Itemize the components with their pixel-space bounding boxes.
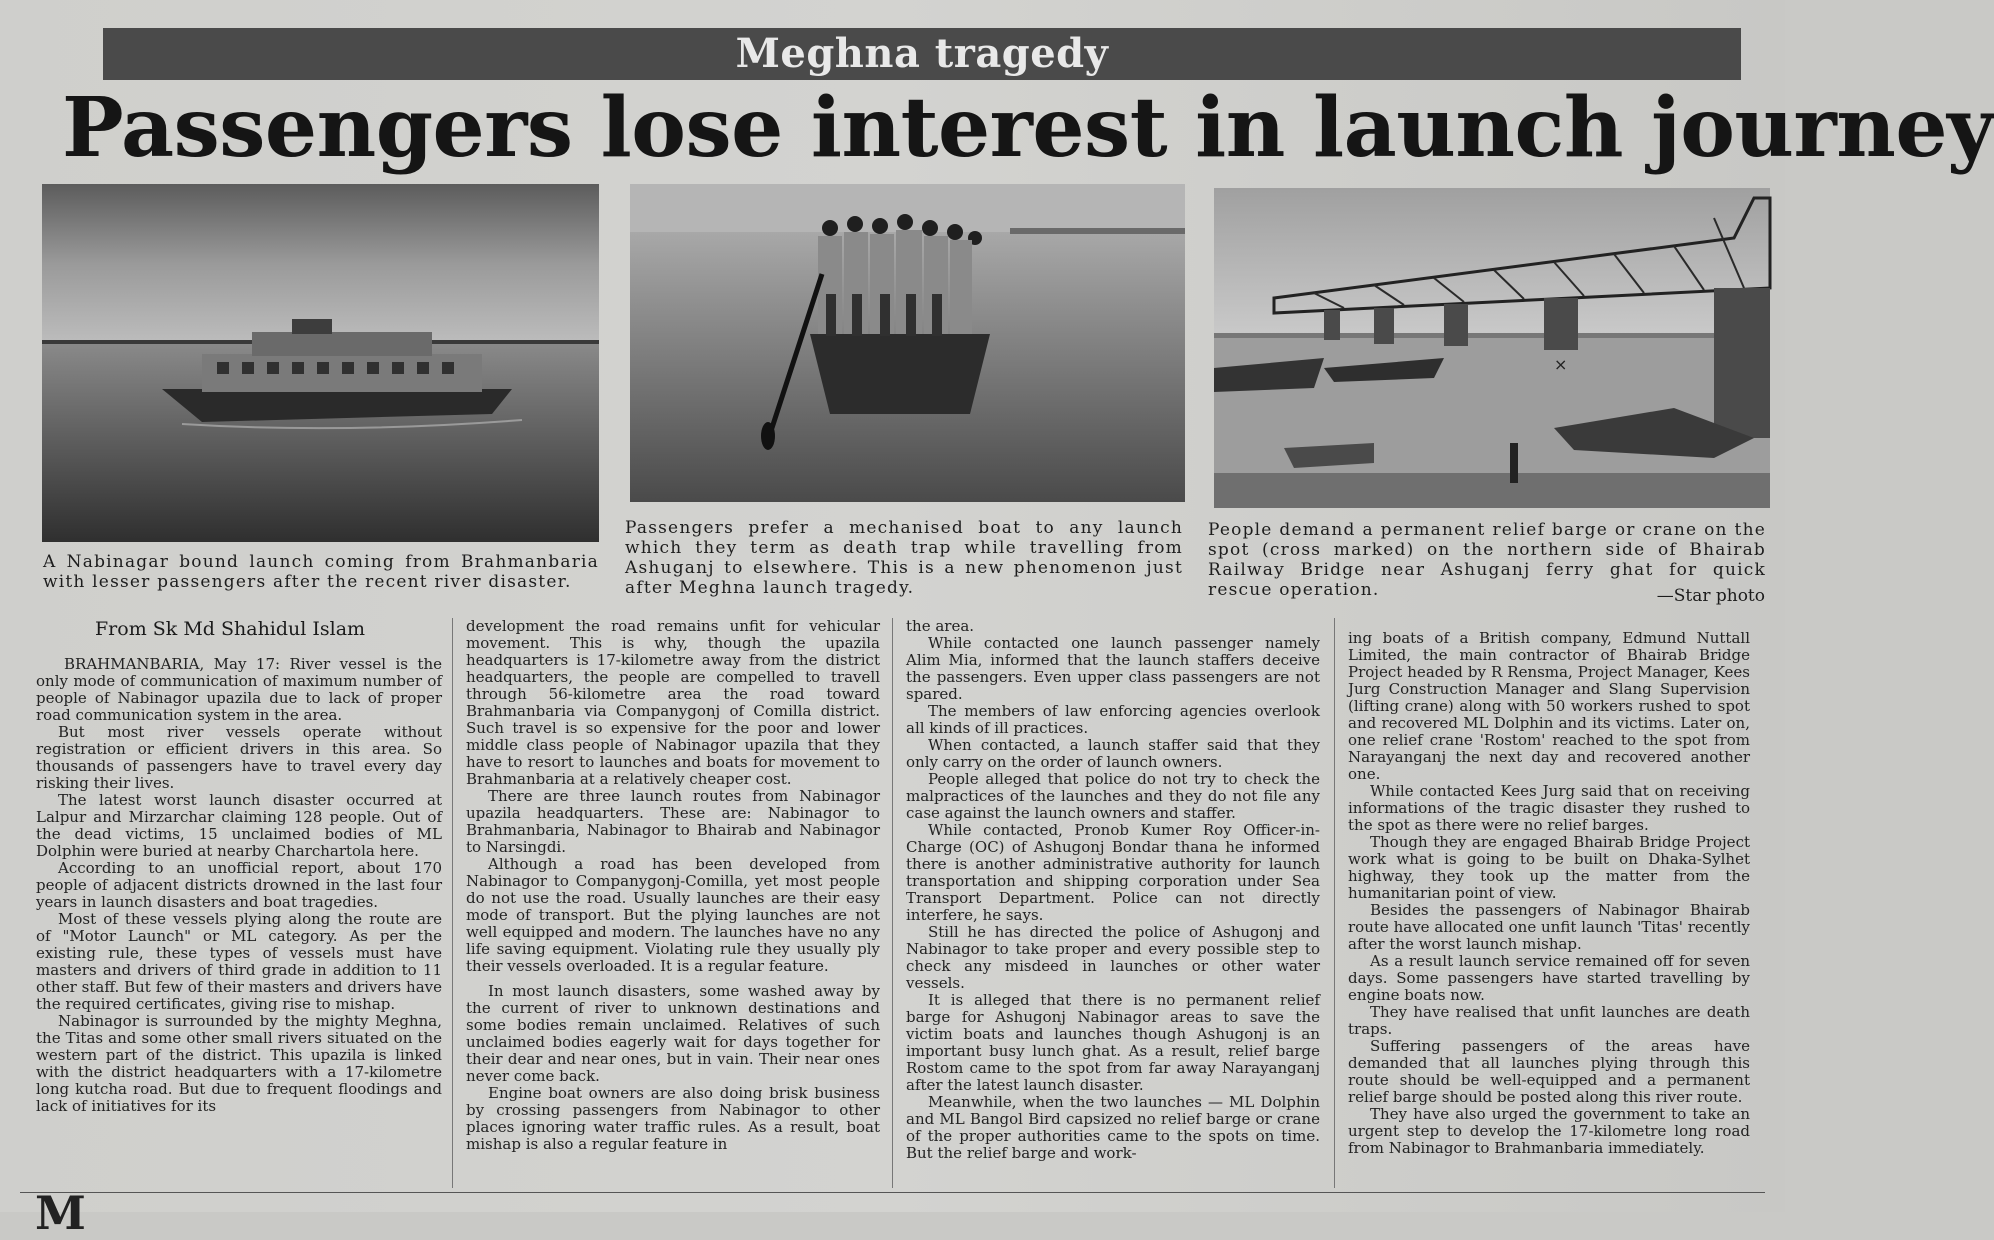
section-kicker: Meghna tragedy bbox=[103, 28, 1741, 80]
paragraph: In most launch disasters, some washed away by the current of river to unknown destinations and some bodies remain unclaimed. Relatives of such unclaimed bodies eagerly wait for days together for their dear and near ones, but in vain. Their near ones never come back. bbox=[466, 982, 880, 1085]
paragraph: While contacted Kees Jurg said that on receiving informations of the tragic disaster they rushed to the spot as there were no relief barges. bbox=[1348, 782, 1750, 834]
paragraph: Though they are engaged Bhairab Bridge Project work what is going to be built on Dhaka-Sylhet highway, they took up the matter from the humanitarian point of view. bbox=[1348, 833, 1750, 902]
paragraph: There are three launch routes from Nabinagor upazila headquarters. These are: Nabinagor to Brahmanbaria, Nabinagor to Bhairab and Nabinagor to Narsingdi. bbox=[466, 787, 880, 856]
paragraph: Besides the passengers of Nabinagor Bhairab route have allocated one unfit launch 'Titas' recently after the worst launch mishap. bbox=[1348, 901, 1750, 953]
svg-text:×: × bbox=[1554, 355, 1568, 374]
photo-caption-2: Passengers prefer a mechanised boat to any launch which they term as death trap while travelling from Ashuganj to elsewhere. This is a new phenomenon just after Meghna launch tragedy. bbox=[625, 518, 1183, 598]
paragraph: When contacted, a launch staffer said that they only carry on the order of launch owners. bbox=[906, 736, 1320, 771]
article-column-1 bbox=[36, 656, 442, 1115]
paragraph: Engine boat owners are also doing brisk business by crossing passengers from Nabinagor to other places ignoring water traffic rules. As a result, boat mishap is also a regular feature in bbox=[466, 1084, 880, 1153]
paragraph: ing boats of a British company, Edmund Nuttall Limited, the main contractor of Bhairab Bridge Project headed by R Rensma, Project Manager, Kees Jurg Construction Manager and Slang Supervision (lifting crane) along with 50 workers rushed to spot and recovered ML Dolphin and its victims. Later on, one relief crane 'Rostom' reached to the spot from Narayanganj the next day and recovered another one. bbox=[1348, 629, 1750, 783]
paragraph: Although a road has been developed from Nabinagor to Companygonj-Comilla, yet most people do not use the road. Usually launches are their easy mode of transport. But the plying launches are not well equipped and modern. The launches have no any life saving equipment. Violating rule they usually ply their vessels overloaded. It is a regular feature. bbox=[466, 855, 880, 975]
photo-caption-3: People demand a permanent relief barge or crane on the spot (cross marked) on the northern side of Bhairab Railway Bridge near Ashuganj ferry ghat for quick rescue operation. bbox=[1208, 520, 1766, 600]
article-column-2 bbox=[466, 618, 880, 1153]
photo-railway-bridge bbox=[1214, 188, 1770, 508]
next-article-headline-fragment: M bbox=[35, 1186, 86, 1240]
paragraph: They have realised that unfit launches are death traps. bbox=[1348, 1003, 1750, 1038]
photo-caption-1: A Nabinagar bound launch coming from Brahmanbaria with lesser passengers after the recent river disaster. bbox=[43, 552, 599, 592]
paragraph: Nabinagor is surrounded by the mighty Meghna, the Titas and some other small rivers situated on the western part of the district. This upazila is linked with the district headquarters with a 17-kilometre long kutcha road. But due to frequent floodings and lack of initiatives for its bbox=[36, 1012, 442, 1115]
paragraph: Meanwhile, when the two launches — ML Dolphin and ML Bangol Bird capsized no relief barge or crane of the proper authorities came to the spots on time. But the relief barge and work- bbox=[906, 1093, 1320, 1162]
photo-mechanised-boat bbox=[630, 184, 1185, 502]
article-column-4 bbox=[1348, 630, 1750, 1157]
paragraph: While contacted one launch passenger namely Alim Mia, informed that the launch staffers deceive the passengers. Even upper class passengers are not spared. bbox=[906, 634, 1320, 703]
column-rule bbox=[1334, 618, 1335, 1188]
paragraph: BRAHMANBARIA, May 17: River vessel is the only mode of communication of maximum number of people of Nabinagor upazila due to lack of proper road communication system in the area. bbox=[36, 655, 442, 724]
photo-credit: —Star photo bbox=[1656, 586, 1765, 606]
paragraph: Suffering passengers of the areas have demanded that all launches plying through this route should be well-equipped and a permanent relief barge should be posted along this river route. bbox=[1348, 1037, 1750, 1106]
headline: Passengers lose interest in launch journey bbox=[62, 80, 1994, 176]
paragraph: They have also urged the government to take an urgent step to develop the 17-kilometre long road from Nabinagor to Brahmanbaria immediately. bbox=[1348, 1105, 1750, 1157]
paragraph: The latest worst launch disaster occurred at Lalpur and Mirzarchar claiming 128 people. Out of the dead victims, 15 unclaimed bodies of ML Dolphin were buried at nearby Charchartola here. bbox=[36, 791, 442, 860]
paragraph: the area. bbox=[906, 617, 975, 635]
bottom-rule bbox=[20, 1192, 1765, 1193]
paragraph: development the road remains unfit for vehicular movement. This is why, though the upazila headquarters is 17-kilometre away from the district headquarters, the people are compelled to travell through 56-kilometre area the road toward Brahmanbaria via Companygonj of Comilla district. Such travel is so expensive for the poor and lower middle class people of Nabinagor upazila that they have to resort to launches and boats for movement to Brahmanbaria at a relatively cheaper cost. bbox=[466, 617, 880, 788]
photo-launch bbox=[42, 184, 599, 542]
paragraph: People alleged that police do not try to check the malpractices of the launches and they do not file any case against the launch owners and staffer. bbox=[906, 770, 1320, 822]
article-column-3 bbox=[906, 618, 1320, 1162]
paragraph: According to an unofficial report, about 170 people of adjacent districts drowned in the last four years in launch disasters and boat tragedies. bbox=[36, 859, 442, 911]
paragraph: Most of these vessels plying along the route are of "Motor Launch" or ML category. As per the existing rule, these types of vessels must have masters and drivers of third grade in addition to 11 other staff. But few of their masters and drivers have the required certificates, giving rise to mishap. bbox=[36, 910, 442, 1013]
paragraph: While contacted, Pronob Kumer Roy Officer-in-Charge (OC) of Ashugonj Bondar thana he informed there is another administrative authority for launch transportation and shipping corporation under Sea Transport Department. Police can not directly interfere, he says. bbox=[906, 821, 1320, 924]
paragraph: The members of law enforcing agencies overlook all kinds of ill practices. bbox=[906, 702, 1320, 737]
paragraph: It is alleged that there is no permanent relief barge for Ashugonj Nabinagor areas to save the victim boats and launches though Ashugonj is an important busy lunch ghat. As a result, relief barge Rostom came to the spot from far away Narayanganj after the latest launch disaster. bbox=[906, 991, 1320, 1094]
byline: From Sk Md Shahidul Islam bbox=[95, 618, 366, 640]
column-rule bbox=[452, 618, 453, 1188]
column-rule bbox=[892, 618, 893, 1188]
paragraph: As a result launch service remained off for seven days. Some passengers have started travelling by engine boats now. bbox=[1348, 952, 1750, 1004]
paragraph: Still he has directed the police of Ashugonj and Nabinagor to take proper and every possible step to check any misdeed in launches or other water vessels. bbox=[906, 923, 1320, 992]
paragraph: But most river vessels operate without registration or efficient drivers in this area. So thousands of passengers have to travel every day risking their lives. bbox=[36, 723, 442, 792]
